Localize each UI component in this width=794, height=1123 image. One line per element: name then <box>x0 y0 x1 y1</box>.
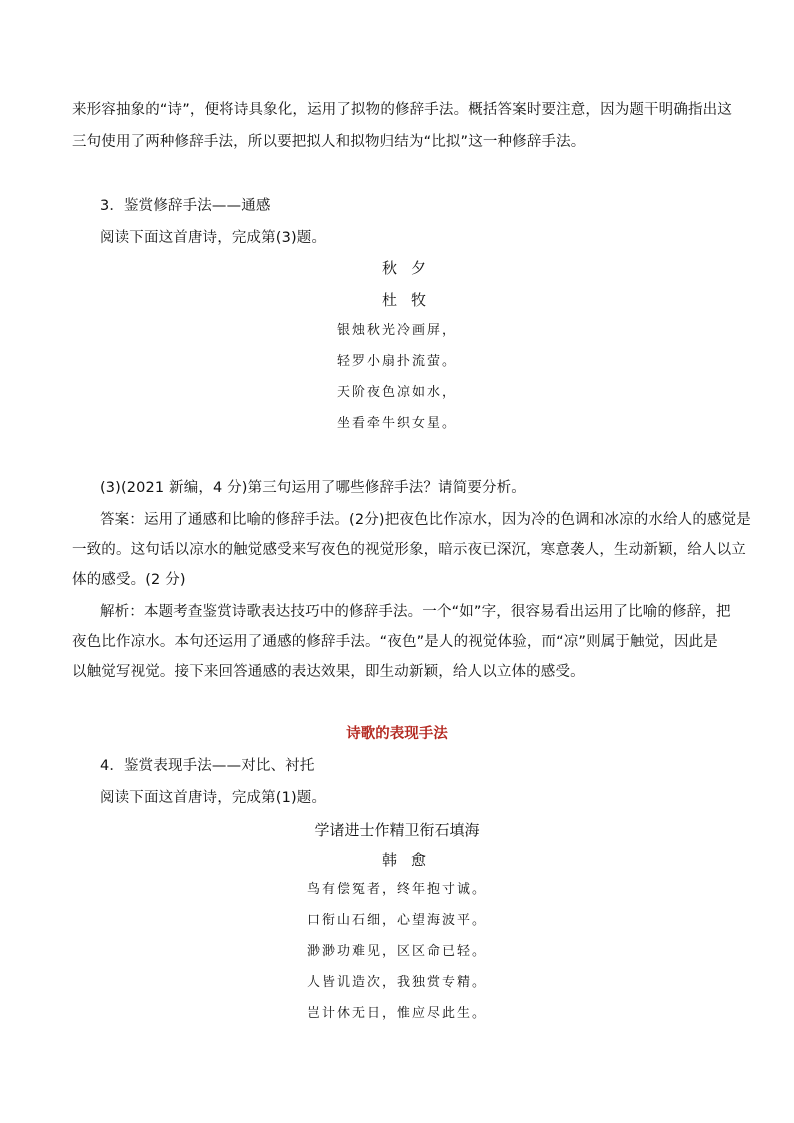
poem-author-hanyu: 韩愈 <box>381 851 440 869</box>
poem-line: 岂计休无日，惟应尽此生。 <box>306 1006 487 1021</box>
poem-line: 渺渺功难见，区区命已轻。 <box>306 944 487 959</box>
answer-line: 一致的。这句话以凉水的触觉感受来写夜色的视觉形象，暗示夜已深沉，寒意袭人，生动新颖，给人以立 <box>72 542 746 558</box>
question-3: (3)(2021 新编，4 分)第三句运用了哪些修辞手法？请简要分析。 <box>100 480 526 496</box>
instruction-3: 阅读下面这首唐诗，完成第(3)题。 <box>100 230 327 246</box>
analysis-line: 以触觉写视觉。接下来回答通感的表达效果，即生动新颖，给人以立体的感受。 <box>72 664 585 680</box>
poem-line: 天阶夜色凉如水， <box>336 385 457 400</box>
poem-line: 鸟有偿冤者，终年抱寸诚。 <box>306 882 487 897</box>
instruction-4: 阅读下面这首唐诗，完成第(1)题。 <box>100 790 327 806</box>
analysis-line: 解析：本题考查鉴赏诗歌表达技巧中的修辞手法。一个“如”字，很容易看出运用了比喻的修辞，把 <box>100 604 731 620</box>
poem-line: 银烛秋光冷画屏， <box>336 323 457 338</box>
paragraph-line: 来形容抽象的“诗”，便将诗具象化，运用了拟物的修辞手法。概括答案时要注意，因为题干明确指出这 <box>72 102 732 118</box>
poem-title-jingwei: 学诸进士作精卫衔石填海 <box>314 821 480 839</box>
poem-author-dumu: 杜牧 <box>381 291 440 309</box>
poem-line: 人皆讥造次，我独赏专精。 <box>306 975 487 990</box>
analysis-line: 夜色比作凉水。本句还运用了通感的修辞手法。“夜色”是人的视觉体验，而“凉”则属于触觉，因此是 <box>72 634 718 650</box>
section-title: 诗歌的表现手法 <box>346 726 448 742</box>
poem-line: 轻罗小扇扑流萤。 <box>336 354 457 369</box>
paragraph-line: 三句使用了两种修辞手法，所以要把拟人和拟物归结为“比拟”这一种修辞手法。 <box>72 134 586 150</box>
answer-line: 体的感受。(2 分) <box>72 572 186 588</box>
section-heading-3: 3．鉴赏修辞手法——通感 <box>100 198 271 214</box>
poem-line: 口衔山石细，心望海波平。 <box>306 913 487 928</box>
poem-line: 坐看牵牛织女星。 <box>336 416 457 431</box>
section-heading-4: 4．鉴赏表现手法——对比、衬托 <box>100 758 315 774</box>
poem-title-qiuxi: 秋夕 <box>381 259 440 277</box>
answer-line: 答案：运用了通感和比喻的修辞手法。(2分)把夜色比作凉水，因为冷的色调和冰凉的水给人的感觉是 <box>100 512 751 528</box>
